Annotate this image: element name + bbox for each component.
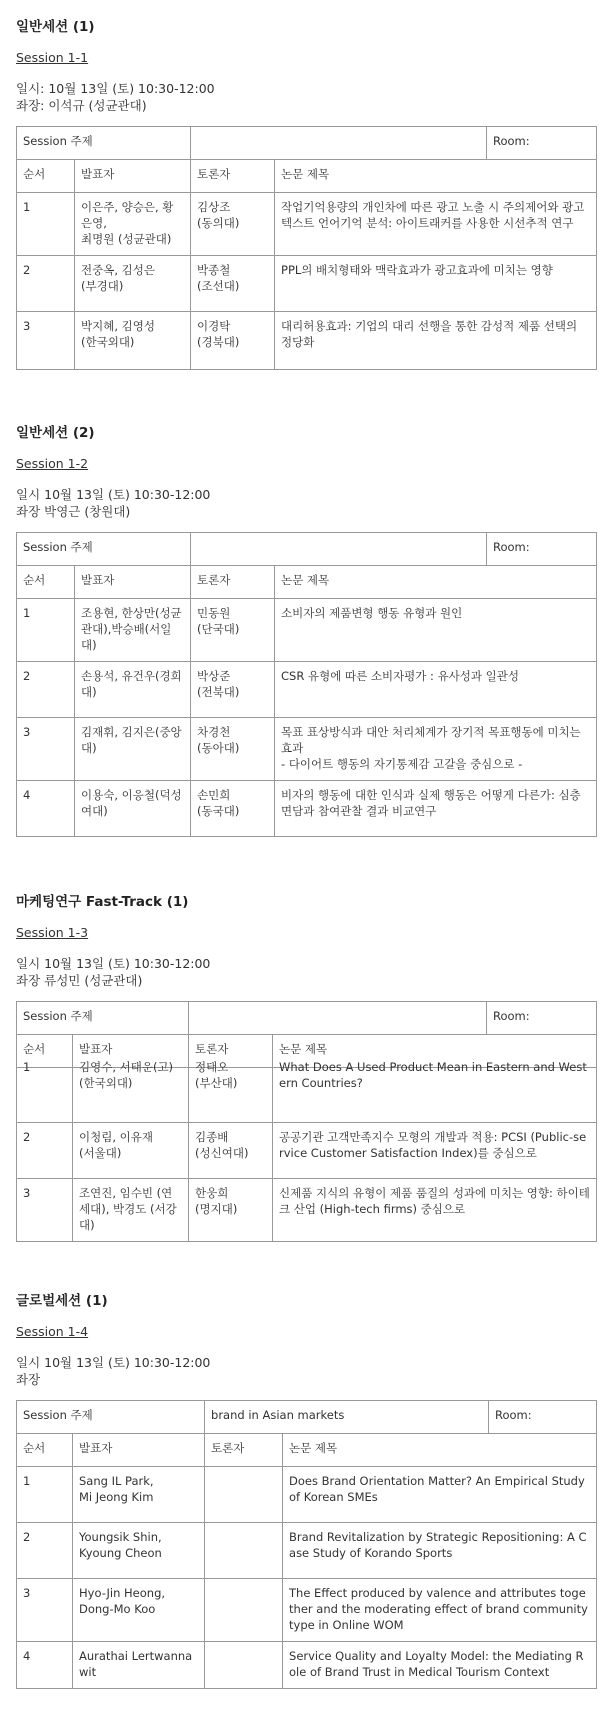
cell-discussant bbox=[205, 1642, 283, 1689]
session-date: 일시 10월 13일 (토) 10:30-12:00 bbox=[16, 1355, 211, 1370]
table-row bbox=[17, 1642, 597, 1689]
session-table bbox=[16, 1001, 597, 1242]
table-row bbox=[17, 662, 597, 718]
session-link[interactable]: Session 1-1 bbox=[16, 50, 89, 65]
cell-presenter: Sang IL Park, Mi Jeong Kim bbox=[73, 1467, 205, 1523]
table-row bbox=[17, 1179, 597, 1242]
cell-paper-title: PPL의 배치형태와 맥락효과가 광고효과에 미치는 영향 bbox=[275, 256, 597, 312]
section-title: 글로벌세션 (1) bbox=[16, 1293, 108, 1309]
header-order: 순서 bbox=[17, 160, 75, 193]
session-date: 일시: 10월 13일 (토) 10:30-12:00 bbox=[16, 81, 215, 96]
cell-presenter: Youngsik Shin, Kyoung Cheon bbox=[73, 1523, 205, 1579]
session-link[interactable]: Session 1-2 bbox=[16, 456, 89, 471]
cell-presenter: 이은주, 양승은, 황은영, 최명원 (성균관대) bbox=[75, 193, 191, 256]
topic-value bbox=[191, 533, 487, 566]
cell-discussant bbox=[205, 1467, 283, 1523]
topic-value: brand in Asian markets bbox=[205, 1401, 489, 1434]
topic-label: Session 주제 bbox=[17, 1401, 205, 1434]
cell-discussant: 차경천 (동아대) bbox=[191, 718, 275, 781]
session-section bbox=[16, 18, 596, 370]
header-presenter: 발표자 bbox=[73, 1434, 205, 1467]
section-title: 일반세션 (2) bbox=[16, 425, 95, 441]
topic-label: Session 주제 bbox=[17, 533, 191, 566]
cell-presenter-text: 김영수, 서태운(고) (한국외대) bbox=[79, 1060, 174, 1090]
cell-paper-title: The Effect produced by valence and attributes together and the moderating effect of brand community type in Online WOM bbox=[283, 1579, 597, 1642]
cell-presenter: 조용현, 한상만(성균관대),박승배(서일대) bbox=[75, 599, 191, 662]
cell-paper-title: 공공기관 고객만족지수 모형의 개발과 적용: PCSI (Public-service Customer Satisfaction Index)를 중심으로 bbox=[273, 1123, 597, 1179]
cell-order: 2 bbox=[17, 662, 75, 718]
cell-discussant bbox=[205, 1579, 283, 1642]
cell-paper-title: CSR 유형에 따른 소비자평가 : 유사성과 일관성 bbox=[275, 662, 597, 718]
header-order: 순서 bbox=[17, 1434, 73, 1467]
table-row bbox=[17, 718, 597, 781]
cell-paper-title: 작업기억용량의 개인차에 따른 광고 노출 시 주의제어와 광고텍스트 언어기억 분석: 아이트래커를 사용한 시선추적 연구 bbox=[275, 193, 597, 256]
session-chair: 좌장 류성민 (성균관대) bbox=[16, 973, 143, 988]
topic-label: Session 주제 bbox=[17, 1002, 189, 1035]
session-table bbox=[16, 1400, 597, 1689]
session-date: 일시 10월 13일 (토) 10:30-12:00 bbox=[16, 487, 211, 502]
cell-presenter: 이청림, 이유재 (서울대) bbox=[73, 1123, 189, 1179]
cell-paper-title: 대리허용효과: 기업의 대리 선행을 통한 감성적 제품 선택의 정당화 bbox=[275, 312, 597, 370]
table-row bbox=[17, 1068, 597, 1123]
cell-order: 3 bbox=[17, 1179, 73, 1242]
cell-paper-title: Brand Revitalization by Strategic Repositioning: A Case Study of Korando Sports bbox=[283, 1523, 597, 1579]
cell-discussant: 민동원 (단국대) bbox=[191, 599, 275, 662]
cell-order: 3 bbox=[17, 718, 75, 781]
session-link[interactable]: Session 1-3 bbox=[16, 925, 89, 940]
cell-order: 1 bbox=[17, 599, 75, 662]
header-paper-title: 논문 제목 bbox=[275, 566, 597, 599]
table-row bbox=[17, 1579, 597, 1642]
cell-order: 2 bbox=[17, 1123, 73, 1179]
cell-presenter: 전중옥, 김성은 (부경대) bbox=[75, 256, 191, 312]
table-row bbox=[17, 1467, 597, 1523]
cell-order: 1 bbox=[17, 193, 75, 256]
room-label: Room: bbox=[487, 1002, 597, 1035]
cell-presenter: 박지혜, 김영성 (한국외대) bbox=[75, 312, 191, 370]
cell-presenter: Hyo-Jin Heong, Dong-Mo Koo bbox=[73, 1579, 205, 1642]
table-row bbox=[17, 1523, 597, 1579]
session-chair: 좌장 박영근 (창원대) bbox=[16, 504, 131, 519]
cell-presenter: 조연진, 임수빈 (연세대), 박경도 (서강대) bbox=[73, 1179, 189, 1242]
cell-presenter bbox=[73, 1060, 189, 1123]
cell-presenter: 이용숙, 이응철(덕성여대) bbox=[75, 781, 191, 837]
cell-discussant bbox=[205, 1523, 283, 1579]
room-label: Room: bbox=[487, 127, 597, 160]
session-link[interactable]: Session 1-4 bbox=[16, 1324, 89, 1339]
cell-discussant: 박상준 (전북대) bbox=[191, 662, 275, 718]
header-order: 순서 bbox=[17, 566, 75, 599]
cell-discussant bbox=[189, 1060, 273, 1123]
table-row bbox=[17, 599, 597, 662]
cell-paper-title: 신제품 지식의 유형이 제품 품질의 성과에 미치는 영향: 하이테크 산업 (High-tech firms) 중심으로 bbox=[273, 1179, 597, 1242]
cell-order: 1 bbox=[17, 1467, 73, 1523]
cell-paper-title-text: What Does A Used Product Mean in Eastern and Western Countries? bbox=[279, 1060, 587, 1090]
section-title: 마케팅연구 Fast-Track (1) bbox=[16, 894, 189, 910]
cell-paper-title: Does Brand Orientation Matter? An Empirical Study of Korean SMEs bbox=[283, 1467, 597, 1523]
cell-discussant: 이경탁 (경북대) bbox=[191, 312, 275, 370]
cell-discussant: 박종철 (조선대) bbox=[191, 256, 275, 312]
cell-discussant: 한웅희 (명지대) bbox=[189, 1179, 273, 1242]
session-table bbox=[16, 532, 597, 837]
room-label: Room: bbox=[489, 1401, 597, 1434]
cell-discussant: 손민희 (동국대) bbox=[191, 781, 275, 837]
cell-paper-title: 비자의 행동에 대한 인식과 실제 행동은 어떻게 다른가: 심층면담과 참여관찰 결과 비교연구 bbox=[275, 781, 597, 837]
cell-order: 3 bbox=[17, 312, 75, 370]
header-presenter: 발표자 bbox=[75, 160, 191, 193]
cell-paper-title: 소비자의 제품변형 행동 유형과 원인 bbox=[275, 599, 597, 662]
header-paper-title: 논문 제목 bbox=[275, 160, 597, 193]
session-section bbox=[16, 424, 596, 837]
header-discussant: 토론자 bbox=[205, 1434, 283, 1467]
cell-paper-title bbox=[273, 1060, 597, 1123]
topic-value bbox=[189, 1002, 487, 1035]
cell-order: 2 bbox=[17, 256, 75, 312]
cell-discussant: 김상조 (동의대) bbox=[191, 193, 275, 256]
topic-label: Session 주제 bbox=[17, 127, 191, 160]
header-presenter: 발표자 bbox=[73, 1035, 189, 1068]
cell-order: 4 bbox=[17, 781, 75, 837]
session-section bbox=[16, 893, 596, 1242]
cell-order bbox=[17, 1060, 73, 1123]
table-row bbox=[17, 781, 597, 837]
cell-order: 2 bbox=[17, 1523, 73, 1579]
cell-paper-title: 목표 표상방식과 대안 처리체계가 장기적 목표행동에 미치는 효과 - 다이어트 행동의 자기통제감 고갈을 중심으로 - bbox=[275, 718, 597, 781]
cell-paper-title: Service Quality and Loyalty Model: the Mediating Role of Brand Trust in Medical Tourism Context bbox=[283, 1642, 597, 1689]
session-date: 일시 10월 13일 (토) 10:30-12:00 bbox=[16, 956, 211, 971]
cell-discussant-text: 정태오 (부산대) bbox=[195, 1060, 238, 1090]
header-paper-title: 논문 제목 bbox=[273, 1035, 597, 1068]
cell-presenter: 손용석, 유건우(경희대) bbox=[75, 662, 191, 718]
topic-value bbox=[191, 127, 487, 160]
room-label: Room: bbox=[487, 533, 597, 566]
cell-order: 3 bbox=[17, 1579, 73, 1642]
session-table bbox=[16, 126, 597, 370]
table-row bbox=[17, 193, 597, 256]
cell-discussant: 김종배 (성신여대) bbox=[189, 1123, 273, 1179]
cell-presenter: Aurathai Lertwannawit bbox=[73, 1642, 205, 1689]
cell-presenter: 김재휘, 김지은(중앙대) bbox=[75, 718, 191, 781]
cell-order: 4 bbox=[17, 1642, 73, 1689]
header-order: 순서 bbox=[17, 1035, 73, 1068]
cell-order-text: 1 bbox=[23, 1060, 31, 1074]
header-presenter: 발표자 bbox=[75, 566, 191, 599]
header-discussant: 토론자 bbox=[189, 1035, 273, 1068]
section-title: 일반세션 (1) bbox=[16, 19, 95, 35]
table-row bbox=[17, 1123, 597, 1179]
session-chair: 좌장 bbox=[16, 1372, 41, 1387]
header-paper-title: 논문 제목 bbox=[283, 1434, 597, 1467]
header-discussant: 토론자 bbox=[191, 160, 275, 193]
session-chair: 좌장: 이석규 (성균관대) bbox=[16, 98, 147, 113]
session-section bbox=[16, 1292, 596, 1689]
table-row bbox=[17, 256, 597, 312]
table-row bbox=[17, 312, 597, 370]
header-discussant: 토론자 bbox=[191, 566, 275, 599]
